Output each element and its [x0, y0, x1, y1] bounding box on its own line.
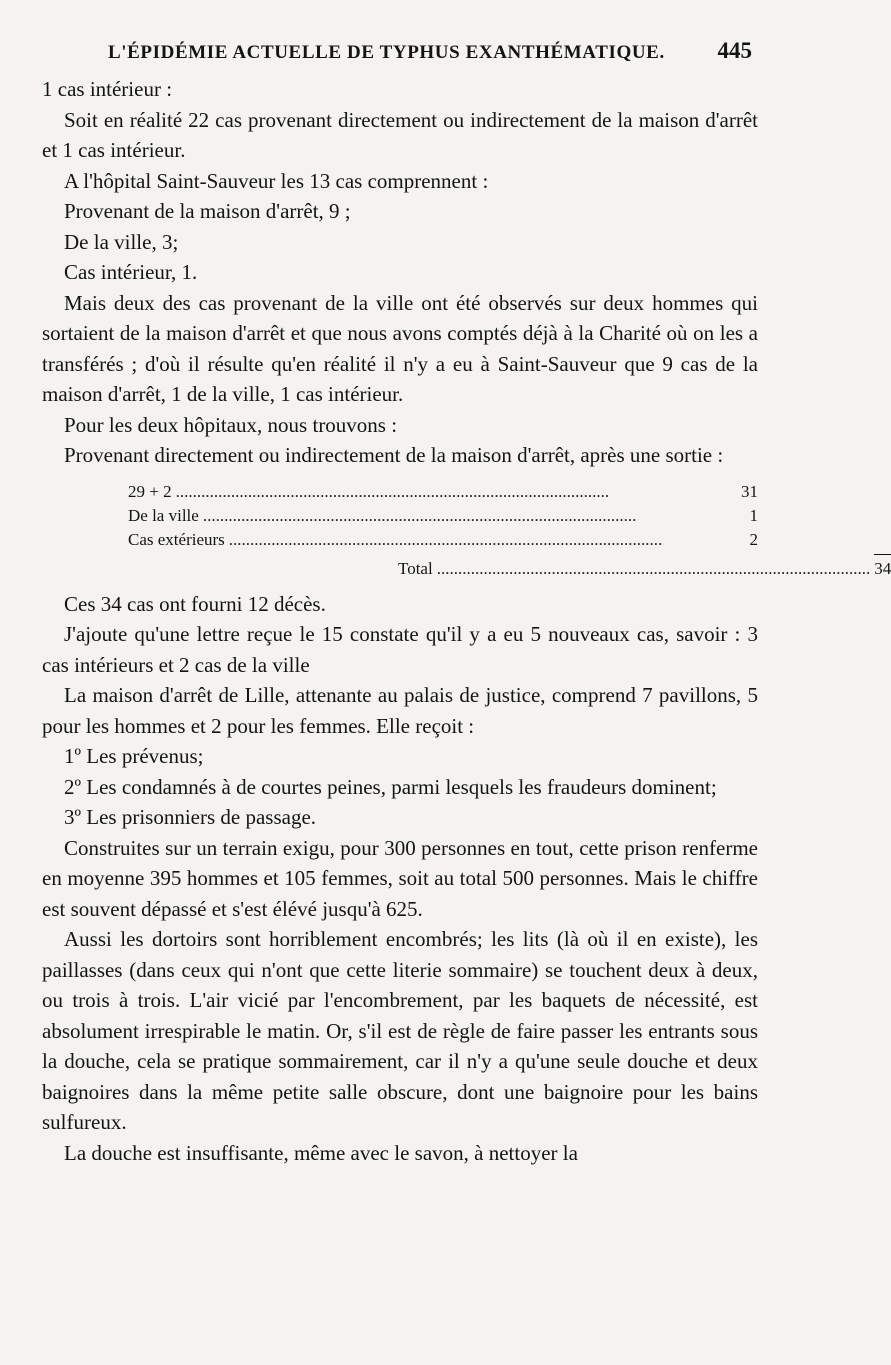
paragraph: Soit en réalité 22 cas provenant directement ou indirectement de la maison d'arrêt et 1 cas intérieur.: [42, 107, 758, 162]
page-number: 445: [717, 38, 752, 63]
list-item: 3º Les prisonniers de passage.: [64, 805, 317, 829]
paragraph: Construites sur un terrain exigu, pour 300 personnes en tout, cette prison renferme en moyenne 395 hommes et 105 femmes, soit au total 500 personnes. Mais le chiffre est souvent dépassé et s'est élévé jusqu'à 625.: [42, 835, 758, 921]
body-text: [42, 74, 891, 1168]
paragraph: Mais deux des cas provenant de la ville ont été observés sur deux hommes qui sortaient de la maison d'arrêt et que nous avons comptés déjà à la Charité où on les a transférés ; d'où il résulte qu'en réalité il n'y a eu à Saint-Sauveur que 9 cas de la maison d'arrêt, 1 de la ville, 1 cas intérieur.: [42, 290, 758, 406]
dot-leader: ......................................................................................................: [228, 529, 663, 549]
tally-label: De la ville: [128, 505, 199, 525]
tally-row: [42, 504, 758, 528]
paragraph: Cas intérieur, 1.: [64, 260, 198, 284]
tally-total-value: 34: [874, 554, 891, 581]
paragraph: La douche est insuffisante, même avec le savon, à nettoyer la: [64, 1140, 578, 1165]
tally-row: [42, 480, 758, 504]
running-title: L'ÉPIDÉMIE ACTUELLE DE TYPHUS EXANTHÉMATIQUE.: [108, 42, 665, 63]
tally-total-label: Total: [398, 558, 433, 578]
paragraph: Provenant directement ou indirectement de la maison d'arrêt, après une sortie :: [64, 443, 724, 467]
paragraph: La maison d'arrêt de Lille, attenante au palais de justice, comprend 7 pavillons, 5 pour les hommes et 2 pour les femmes. Elle reçoit :: [42, 683, 758, 738]
list-item: 2º Les condamnés à de courtes peines, parmi lesquels les fraudeurs dominent;: [64, 774, 717, 799]
page-header: [108, 38, 752, 64]
dot-leader: ......................................................................................................: [436, 558, 871, 578]
paragraph: Aussi les dortoirs sont horriblement encombrés; les lits (là où il en existe), les paillasses (dans ceux qui n'ont que cette literie sommaire) se touchent deux à deux, ou trois à trois. L'air vicié par l'encombrement, par les baquets de nécessité, est absolument irrespirable le matin. Or, s'il est de règle de faire passer les entrants sous la douche, cela se pratique sommairement, car il n'y a qu'une seule douche et deux baignoires dans la même petite salle obscure, dont une baignoire pour les bains sulfureux.: [42, 927, 758, 1134]
paragraph: De la ville, 3;: [64, 229, 179, 254]
tally-value: 1: [749, 505, 758, 525]
tally-total-row: [42, 554, 891, 581]
tally-value: 31: [741, 481, 758, 501]
paragraph: Pour les deux hôpitaux, nous trouvons :: [64, 412, 398, 437]
list-item: 1º Les prévenus;: [64, 744, 204, 768]
paragraph: A l'hôpital Saint-Sauveur les 13 cas comprennent :: [64, 168, 489, 193]
tally-label: Cas extérieurs: [128, 529, 225, 549]
paragraph: Ces 34 cas ont fourni 12 décès.: [64, 591, 326, 616]
tally-label: 29 + 2: [128, 481, 172, 501]
case-tally: [42, 480, 891, 581]
dot-leader: ......................................................................................................: [175, 481, 610, 501]
paragraph: 1 cas intérieur :: [42, 77, 173, 101]
paragraph: Provenant de la maison d'arrêt, 9 ;: [64, 199, 351, 223]
tally-row: [42, 528, 758, 552]
dot-leader: ......................................................................................................: [202, 505, 637, 525]
tally-value: 2: [749, 529, 758, 549]
paragraph: J'ajoute qu'une lettre reçue le 15 constate qu'il y a eu 5 nouveaux cas, savoir : 3 cas intérieurs et 2 cas de la ville: [42, 622, 758, 677]
